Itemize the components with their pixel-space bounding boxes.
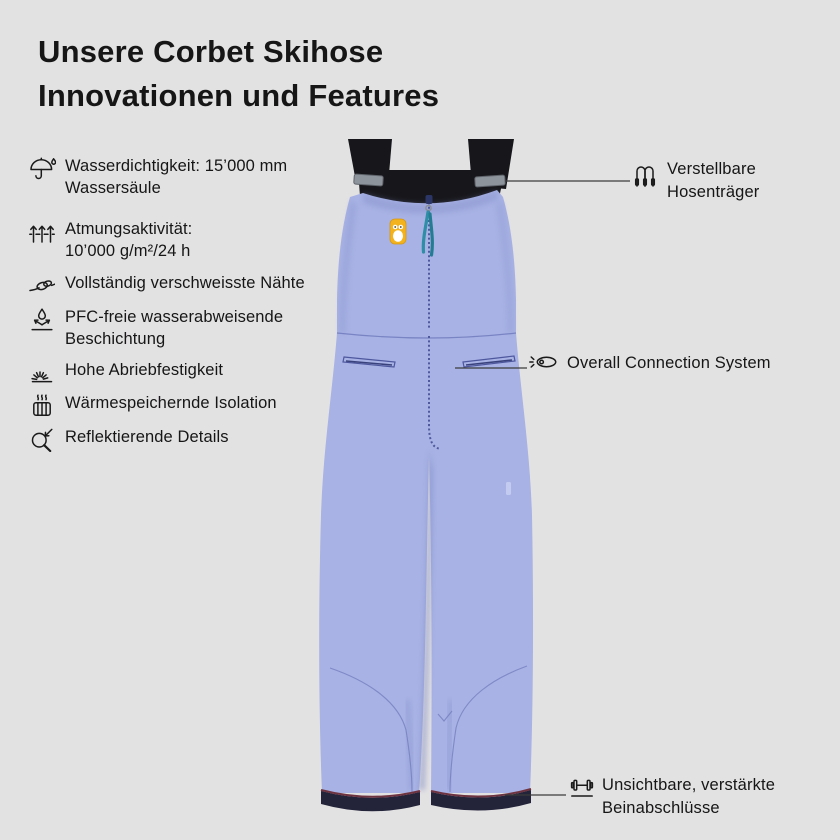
callout-text: Verstellbare — [667, 160, 756, 178]
feature-text: Vollständig verschweisste Nähte — [65, 274, 305, 292]
feature-pfc-free-dwr — [27, 306, 283, 350]
feature-waterproofness — [27, 155, 287, 199]
feature-welded-seams — [27, 272, 305, 296]
callout-suspenders — [633, 158, 759, 204]
connection-icon — [529, 355, 559, 369]
feature-breathability — [27, 218, 192, 262]
feature-text: PFC-freie wasserabweisende — [65, 308, 284, 326]
umbrella-icon — [27, 157, 57, 181]
page-title-line1: Unsere Corbet Skihose — [38, 34, 384, 69]
callout-text: Unsichtbare, verstärkte — [602, 776, 776, 794]
reflective-tag — [506, 482, 511, 495]
dwr-icon — [27, 308, 57, 332]
abrasion-icon — [27, 361, 57, 385]
brand-owl-logo — [390, 219, 406, 244]
page-title — [38, 30, 439, 118]
breathability-icon — [27, 220, 57, 244]
feature-abrasion-resistance — [27, 359, 223, 385]
feature-text: Reflektierende Details — [65, 428, 229, 446]
feature-text: Atmungsaktivität: — [65, 220, 193, 238]
hem-icon — [570, 777, 594, 799]
zipper-top-stop — [426, 195, 433, 204]
suspender-buckle-left — [354, 174, 384, 186]
feature-reflective-details — [27, 426, 229, 452]
callout-text: Overall Connection System — [567, 354, 771, 372]
welded-seam-icon — [27, 274, 57, 296]
feature-text: Beschichtung — [65, 330, 166, 348]
feature-text: 10’000 g/m²/24 h — [65, 242, 191, 260]
callout-leg-hem — [570, 774, 775, 820]
callout-text: Hosenträger — [667, 183, 760, 201]
insulation-icon — [27, 394, 57, 418]
suspenders-icon — [633, 161, 657, 187]
callout-connection-system — [529, 352, 771, 375]
feature-text: Wassersäule — [65, 179, 161, 197]
feature-text: Hohe Abriebfestigkeit — [65, 361, 224, 379]
page-title-line2: Innovationen und Features — [38, 78, 440, 113]
callout-text: Beinabschlüsse — [602, 799, 720, 817]
reflective-icon — [27, 428, 57, 452]
feature-text: Wasserdichtigkeit: 15’000 mm — [65, 157, 288, 175]
feature-text: Wärmespeichernde Isolation — [65, 394, 277, 412]
suspender-buckle-right — [475, 175, 506, 187]
feature-insulation — [27, 392, 277, 418]
